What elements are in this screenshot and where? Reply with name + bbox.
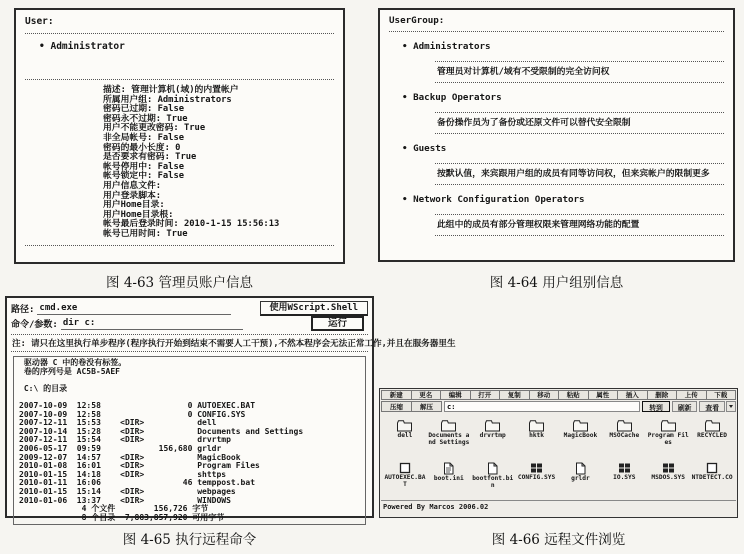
edit-button[interactable]: 编辑 — [441, 390, 471, 400]
go-button[interactable]: 转到 — [642, 401, 670, 412]
user-property-line: 密码已过期: False — [103, 104, 185, 115]
user-property-line: 帐号锁定中: False — [103, 171, 185, 182]
download-button[interactable]: 下载 — [707, 390, 737, 400]
group-name: Network Configuration Operators — [413, 194, 585, 205]
output-line: 2007-10-09 12:58 0 AUTOEXEC.BAT — [19, 400, 256, 410]
note-text: 注: 请只在这里执行单步程序(程序执行开始到结束不需要人工干预),不然本程序会无法正常工作,并且在服务器里生 — [11, 334, 368, 352]
folder-icon — [527, 419, 546, 432]
folder-name: MSOCache — [609, 432, 640, 439]
group-name-row — [402, 143, 724, 154]
divider — [389, 31, 724, 32]
refresh-button[interactable]: 刷新 — [672, 401, 698, 412]
user-info-panel — [14, 8, 345, 264]
folder-name: MagicBook — [563, 432, 598, 439]
new-button[interactable]: 新建 — [381, 390, 412, 400]
document-icon — [487, 462, 498, 475]
insert-button[interactable]: 插入 — [618, 390, 648, 400]
folder-icon — [439, 419, 458, 432]
address-bar — [381, 401, 736, 412]
user-property-line: 用户Home目录根: — [103, 209, 174, 220]
folder-icon — [571, 419, 590, 432]
bullet-icon: • — [402, 41, 408, 52]
file-item[interactable] — [471, 462, 515, 498]
output-line: C:\ 的目录 — [19, 383, 68, 393]
folder-item[interactable] — [602, 419, 646, 455]
user-property-line: 描述: 管理计算机(域)的内置帐户 — [103, 85, 239, 95]
file-row — [381, 455, 736, 498]
file-name: grldr — [571, 475, 590, 482]
open-button[interactable]: 打开 — [471, 390, 501, 400]
divider — [25, 79, 334, 80]
output-line: 2010-01-15 15:14 <DIR> webpages — [19, 486, 236, 496]
file-toolbar — [381, 390, 736, 400]
path-input[interactable] — [37, 302, 231, 315]
user-property-line: 密码的最小长度: 0 — [103, 142, 181, 153]
file-item[interactable] — [515, 462, 559, 498]
bullet-icon: • — [402, 194, 408, 205]
folder-item[interactable] — [515, 419, 559, 455]
divider — [25, 33, 334, 34]
view-button[interactable]: 查看 — [699, 401, 725, 412]
folder-icon — [483, 419, 502, 432]
figure-caption-4-63: 图 4-63 管理员账户信息 — [106, 275, 253, 291]
file-name: MSDOS.SYS — [651, 474, 685, 481]
figure-caption-4-65: 图 4-65 执行远程命令 — [122, 532, 257, 548]
document-icon — [575, 462, 586, 475]
windows-logo-icon — [530, 462, 543, 474]
output-line: 2009-12-07 14:57 <DIR> MagicBook — [19, 452, 241, 462]
wscript-shell-button[interactable]: 使用WScript.Shell — [260, 301, 368, 316]
group-name-row — [402, 41, 724, 52]
usergroup-panel — [378, 8, 735, 262]
figure-caption-4-64: 图 4-64 用户组别信息 — [489, 275, 624, 291]
upload-button[interactable]: 上传 — [677, 390, 707, 400]
folder-item[interactable] — [690, 419, 734, 455]
user-property-line: 帐号已用时间: True — [103, 228, 188, 239]
run-button[interactable]: 运行 — [311, 316, 364, 331]
group-description: 管理员对计算机/域有不受限制的完全访问权 — [435, 61, 724, 83]
file-item[interactable] — [383, 462, 427, 498]
folder-item[interactable] — [559, 419, 603, 455]
output-line: 卷的序列号是 AC5B-5AEF — [19, 366, 120, 376]
folder-item[interactable] — [383, 419, 427, 455]
folder-item[interactable] — [646, 419, 690, 455]
output-line: 2007-10-14 15:28 <DIR> Documents and Settings — [19, 426, 304, 436]
file-item[interactable] — [602, 462, 646, 498]
output-line: 2007-12-11 15:54 <DIR> drvrtmp — [19, 435, 231, 445]
user-property-line: 用户信息文件: — [103, 180, 162, 191]
output-line: 8 个目录 7,883,857,920 可用字节 — [19, 512, 225, 522]
usergroup-panel-title: UserGroup: — [389, 15, 445, 26]
file-name: boot.ini — [433, 475, 464, 482]
group-name: Guests — [413, 143, 447, 154]
compress-button[interactable]: 压缩 — [381, 401, 412, 412]
user-panel-title: User: — [25, 16, 54, 27]
file-name: CONFIG.SYS — [517, 474, 556, 481]
folder-item[interactable] — [427, 419, 471, 455]
account-properties — [103, 86, 334, 240]
file-item[interactable] — [427, 462, 471, 498]
output-line: 2007-10-09 12:58 0 CONFIG.SYS — [19, 409, 246, 419]
paste-button[interactable]: 粘贴 — [559, 390, 589, 400]
output-line: 2010-01-11 16:06 46 temppost.bat — [19, 478, 256, 488]
folder-name: hktk — [529, 432, 545, 439]
file-name: AUTOEXEC.BAT — [384, 474, 426, 488]
file-name: bootfont.bin — [472, 475, 514, 489]
user-property-line: 是否要求有密码: True — [103, 152, 197, 163]
user-property-line: 密码永不过期: True — [103, 113, 188, 124]
figure-caption-4-66: 图 4-66 远程文件浏览 — [491, 532, 626, 548]
file-name: NTDETECT.CO — [691, 474, 733, 481]
command-input[interactable] — [61, 317, 243, 330]
system-file-icon — [706, 462, 718, 474]
account-name: Administrator — [50, 41, 125, 52]
bullet-icon: • — [39, 41, 45, 52]
user-property-line: 所属用户组: Administrators — [103, 94, 232, 105]
group-description: 备份操作员为了备份或还原文件可以替代安全限制 — [435, 112, 724, 134]
user-property-line: 帐号最后登录时间: 2010-1-15 15:56:13 — [103, 219, 280, 230]
file-item[interactable] — [646, 462, 690, 498]
folder-name: drvrtmp — [479, 432, 506, 439]
folder-name: Program Files — [647, 432, 689, 446]
extract-button[interactable]: 解压 — [412, 401, 442, 412]
command-output — [13, 356, 366, 525]
path-row — [11, 301, 368, 316]
view-dropdown-arrow-icon[interactable] — [726, 401, 736, 412]
folder-icon — [703, 419, 722, 432]
rename-button[interactable]: 更名 — [412, 390, 442, 400]
powered-by-footer: Powered By Marcos 2006.02 — [381, 500, 736, 512]
group-name-row — [402, 194, 724, 205]
group-name: Backup Operators — [413, 92, 502, 103]
text-document-icon — [443, 462, 454, 475]
user-property-line: 用户不能更改密码: True — [103, 123, 206, 134]
folder-icon — [615, 419, 634, 432]
user-property-line: 非全局帐号: False — [103, 132, 185, 143]
group-name: Administrators — [413, 41, 491, 52]
copy-button[interactable]: 复制 — [500, 390, 530, 400]
bullet-icon: • — [402, 92, 408, 103]
user-property-line: 用户Home目录: — [103, 200, 165, 211]
output-line: 2006-05-17 09:59 156,680 grldr — [19, 443, 222, 453]
group-description: 按默认值，来宾跟用户组的成员有同等访问权，但来宾帐户的限制更多 — [435, 163, 724, 185]
windows-logo-icon — [662, 462, 675, 474]
output-line — [19, 376, 360, 385]
folder-icon — [659, 419, 678, 432]
output-line: 驱动器 C 中的卷没有标签。 — [19, 358, 127, 367]
output-line: 2007-12-11 15:53 <DIR> dell — [19, 418, 217, 428]
folder-icon — [395, 419, 414, 432]
output-line: 2010-01-15 14:18 <DIR> shttps — [19, 469, 227, 479]
group-name-row — [402, 92, 724, 103]
output-line: 2010-01-08 16:01 <DIR> Program Files — [19, 461, 260, 471]
attributes-button[interactable]: 属性 — [589, 390, 619, 400]
output-line: 4 个文件 156,726 字节 — [19, 504, 209, 514]
file-name: IO.SYS — [613, 474, 636, 481]
delete-button[interactable]: 删除 — [648, 390, 678, 400]
account-row — [39, 41, 334, 53]
move-button[interactable]: 移动 — [530, 390, 560, 400]
windows-logo-icon — [618, 462, 631, 474]
command-row — [11, 316, 368, 331]
folder-name: RECYCLED — [697, 432, 727, 439]
file-item[interactable] — [690, 462, 734, 498]
path-label: 路径: — [11, 305, 35, 315]
user-property-line: 帐号停用中: False — [103, 161, 185, 172]
folder-name: Documents and Settings — [428, 432, 470, 446]
command-label: 命令/参数: — [11, 320, 58, 330]
folder-row — [381, 412, 736, 455]
group-description: 此组中的成员有部分管理权限来管理网络功能的配置 — [435, 214, 724, 236]
folder-name: dell — [397, 432, 413, 439]
path-address-input[interactable] — [444, 401, 640, 412]
divider — [25, 245, 334, 246]
system-file-icon — [399, 462, 411, 474]
user-property-line: 用户登录脚本: — [103, 190, 162, 201]
bullet-icon: • — [402, 143, 408, 154]
output-line: 2010-01-06 13:37 <DIR> WINDOWS — [19, 495, 231, 505]
file-browser-panel — [379, 388, 738, 518]
folder-item[interactable] — [471, 419, 515, 455]
file-item[interactable] — [559, 462, 603, 498]
